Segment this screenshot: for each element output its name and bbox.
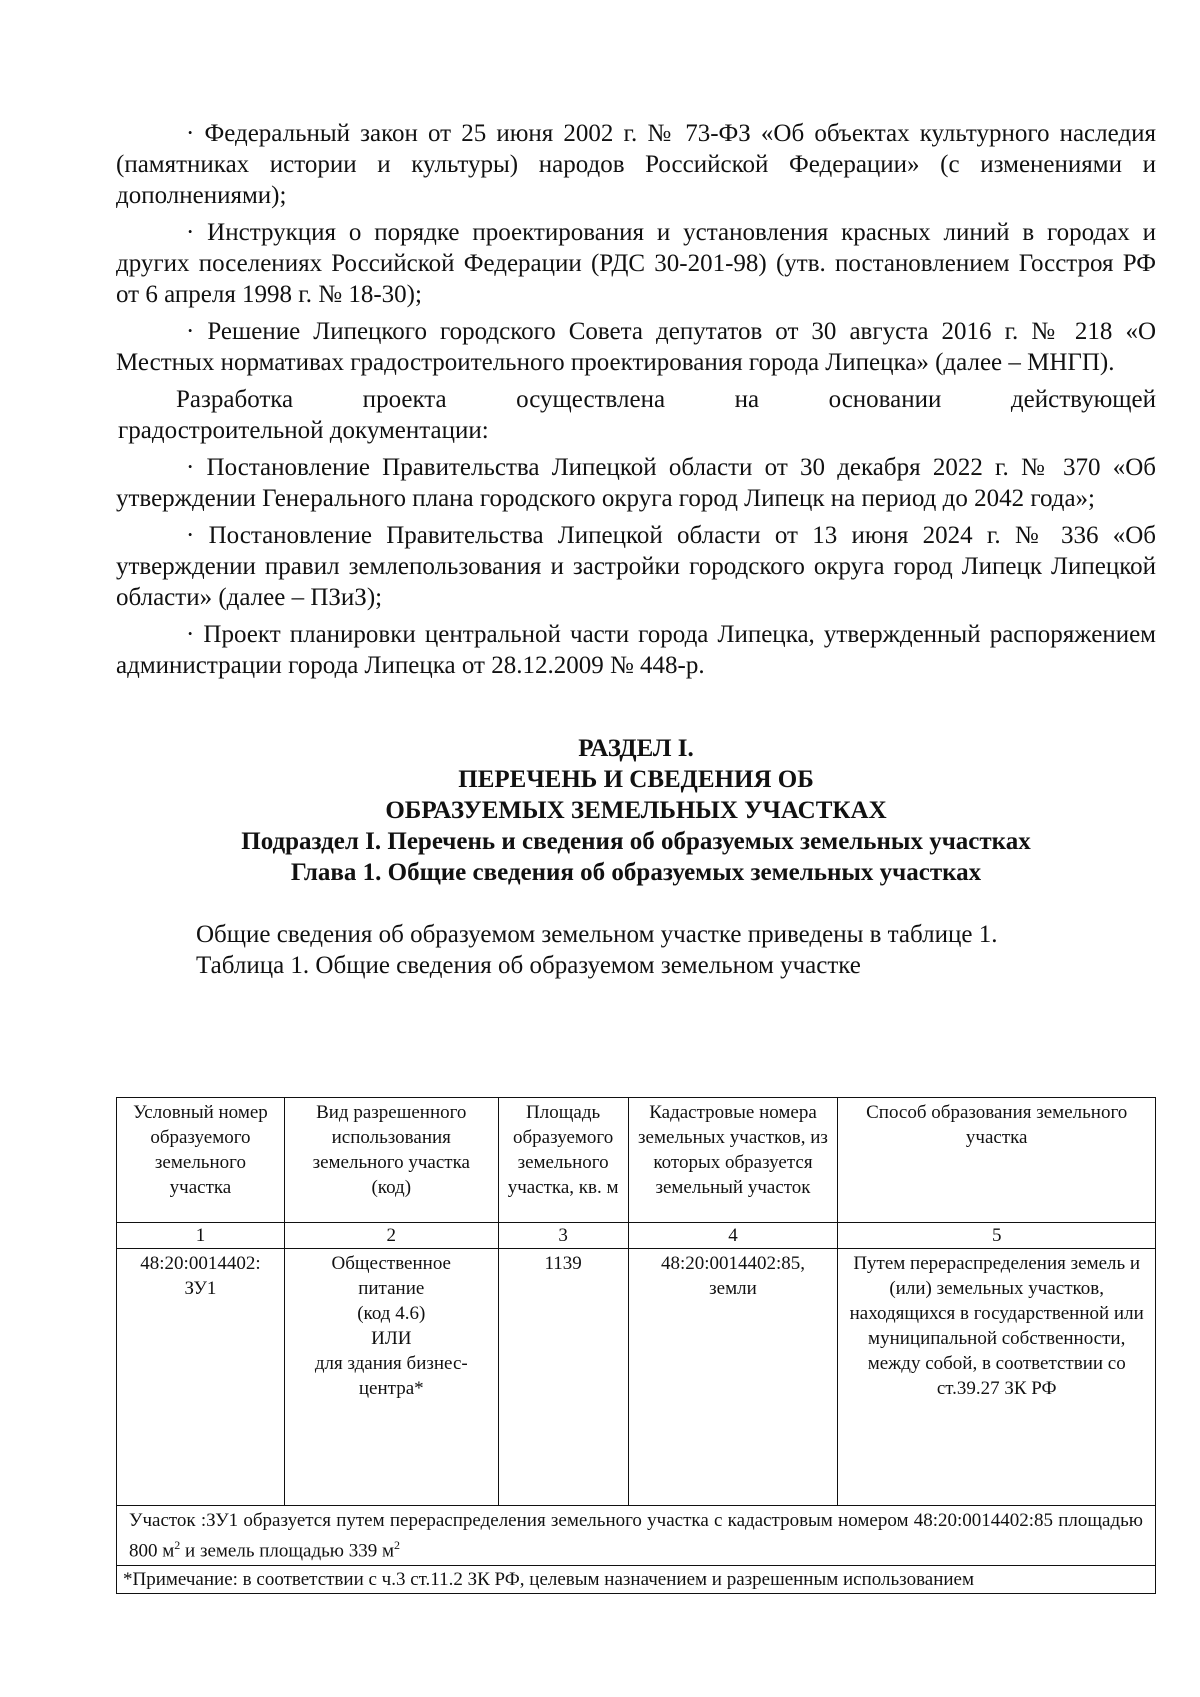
- note-text: и земель площадью 339 м: [180, 1540, 395, 1562]
- section-number: РАЗДЕЛ I.: [578, 735, 694, 762]
- table-note: [117, 1506, 1156, 1566]
- column-number: 1: [117, 1223, 285, 1249]
- basis-line-continued: градостроительной документации:: [118, 417, 489, 444]
- table-note-row: [117, 1506, 1156, 1566]
- superscript: 2: [174, 1538, 181, 1552]
- header-permitted-use: Вид разрешенного использования земельного участка (код): [284, 1098, 498, 1223]
- cadastral-line: земли: [709, 1278, 757, 1299]
- basis-line: Разработка проекта осуществлена на основании действующей: [176, 386, 1156, 413]
- table-footnote: *Примечание: в соответствии с ч.3 ст.11.2 ЗК РФ, целевым назначением и разрешенным использованием: [117, 1566, 1156, 1594]
- section-title-line1: ПЕРЕЧЕНЬ И СВЕДЕНИЯ ОБ: [458, 766, 814, 793]
- plot-number-line: ЗУ1: [184, 1278, 217, 1299]
- column-number: 3: [498, 1223, 628, 1249]
- land-plot-table: [116, 1097, 1156, 1594]
- use-line: ИЛИ: [371, 1328, 412, 1349]
- document-body: [116, 118, 1156, 981]
- general-plan-paragraph: · Постановление Правительства Липецкой области от 30 декабря 2022 г. № 370 «Об утверждении Генерального плана городского округа город Липецк на период до 2042 года»;: [116, 454, 1156, 512]
- instruction-paragraph: · Инструкция о порядке проектирования и установления красных линий в городах и других поселениях Российской Федерации (РДС 30-201-98) (утв. постановлением Госстроя РФ от 6 апреля 1998 г. № 18-30);: [116, 219, 1156, 308]
- use-line: центра*: [358, 1378, 424, 1399]
- table-intro: [116, 919, 1156, 981]
- plot-number-line: 48:20:0014402:: [140, 1253, 261, 1274]
- use-line: Общественное: [331, 1253, 451, 1274]
- column-number: 4: [628, 1223, 838, 1249]
- superscript: 2: [394, 1538, 401, 1552]
- header-formation-method: Способ образования земельного участка: [838, 1098, 1156, 1223]
- use-line: питание: [358, 1278, 425, 1299]
- column-number: 2: [284, 1223, 498, 1249]
- table-header-row: [117, 1098, 1156, 1223]
- use-line: (код 4.6): [357, 1303, 426, 1324]
- table-row: [117, 1249, 1156, 1506]
- subsection-title: Подраздел I. Перечень и сведения об образуемых земельных участках: [241, 828, 1031, 855]
- table-footnote-row: [117, 1566, 1156, 1594]
- decision-paragraph: · Решение Липецкого городского Совета депутатов от 30 августа 2016 г. № 218 «О Местных нормативах градостроительного проектирования города Липецка» (далее – МНГП).: [116, 318, 1156, 376]
- cell-area: 1139: [498, 1249, 628, 1506]
- planning-project-paragraph: · Проект планировки центральной части города Липецка, утвержденный распоряжением администрации города Липецка от 28.12.2009 № 448-р.: [116, 621, 1156, 679]
- column-number-row: [117, 1223, 1156, 1249]
- law-paragraph: · Федеральный закон от 25 июня 2002 г. № 73-ФЗ «Об объектах культурного наследия (памятниках истории и культуры) народов Российской Федерации» (с изменениями и дополнениями);: [116, 120, 1156, 209]
- chapter-title: Глава 1. Общие сведения об образуемых земельных участках: [290, 859, 982, 886]
- land-use-rules-paragraph: · Постановление Правительства Липецкой области от 13 июня 2024 г. № 336 «Об утверждении правил землепользования и застройки городского округа город Липецк Липецкой области» (далее – ПЗиЗ);: [116, 522, 1156, 611]
- header-cadastral-numbers: Кадастровые номера земельных участков, из которых образуется земельный участок: [628, 1098, 838, 1223]
- table-intro-text: Общие сведения об образуемом земельном участке приведены в таблице 1.: [196, 921, 998, 948]
- table-caption: Таблица 1. Общие сведения об образуемом земельном участке: [196, 952, 861, 979]
- section-title-line2: ОБРАЗУЕМЫХ ЗЕМЕЛЬНЫХ УЧАСТКАХ: [385, 797, 887, 824]
- use-line: для здания бизнес-: [314, 1353, 468, 1374]
- column-number: 5: [838, 1223, 1156, 1249]
- header-plot-number: Условный номер образуемого земельного участка: [117, 1098, 285, 1223]
- cell-cadastral-numbers: [628, 1249, 838, 1506]
- header-area: Площадь образуемого земельного участка, кв. м: [498, 1098, 628, 1223]
- cell-formation-method: Путем перераспределения земель и (или) земельных участков, находящихся в государственной или муниципальной собственности, между собой, в соответствии со ст.39.27 ЗК РФ: [838, 1249, 1156, 1506]
- cell-permitted-use: [284, 1249, 498, 1506]
- cell-plot-number: [117, 1249, 285, 1506]
- note-text: Участок :ЗУ1 образуется путем перераспределения земельного участка с кадастровым номером 48:20:0014402:85 площадью 800 м: [129, 1510, 1143, 1562]
- section-heading: [116, 733, 1156, 888]
- cadastral-line: 48:20:0014402:85,: [660, 1253, 806, 1274]
